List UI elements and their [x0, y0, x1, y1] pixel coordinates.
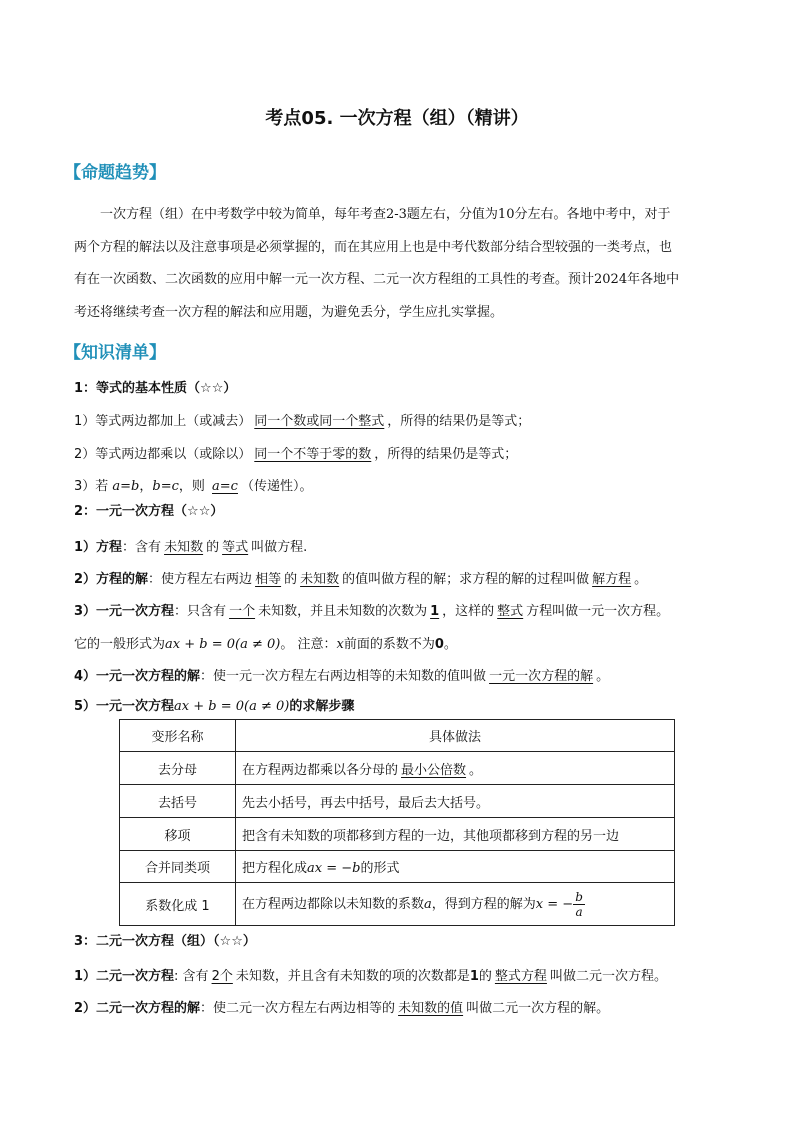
- definition-linear-equation: 3）一元一次方程：只含有 一个 未知数，并且未知数的次数为 1 ，这样的 整式 方程叫做一元一次方程。: [74, 604, 670, 619]
- property-line-3: 3）若 a=b，b=c，则 a=c （传递性）。: [74, 479, 313, 494]
- table-row: [120, 752, 675, 785]
- step-method: 在方程两边都除以未知数的系数a，得到方程的解为x = − $\frac{b}{a}$: [236, 883, 675, 926]
- definition-binary-equation: 1）二元一次方程: 含有 2个 未知数，并且含有未知数的项的次数都是1的 整式方程 叫做二元一次方程。: [74, 969, 667, 984]
- property-line-1: 1）等式两边都加上（或减去） 同一个数或同一个整式 ，所得的结果仍是等式；: [74, 414, 531, 429]
- intro-line: 考还将继续考查一次方程的解法和应用题，为避免丢分，学生应扎实掌握。: [74, 304, 504, 320]
- general-form-formula: ax + b = 0(a ≠ 0): [165, 637, 281, 652]
- step-name: 系数化成 1: [120, 883, 236, 926]
- definition-equation: 1）方程：含有 未知数 的 等式 叫做方程.: [74, 540, 308, 555]
- table-header-row: [120, 720, 675, 752]
- intro-line: 一次方程（组）在中考数学中较为简单，每年考查2-3题左右，分值为10分左右。各地中考中，对于: [100, 207, 671, 222]
- step-method: 先去小括号，再去中括号，最后去大括号。: [236, 785, 675, 818]
- definition-linear-solution: 4）一元一次方程的解：使一元一次方程左右两边相等的未知数的值叫做 一元一次方程的解 。: [74, 669, 610, 684]
- step-name: 移项: [120, 818, 236, 851]
- property-line-2: 2）等式两边都乘以（或除以） 同一个不等于零的数 ，所得的结果仍是等式；: [74, 447, 518, 462]
- table-row: [120, 785, 675, 818]
- subsection-heading-1: 1：等式的基本性质（☆☆）: [74, 381, 237, 396]
- step-name: 去括号: [120, 785, 236, 818]
- subsection-heading-3: 3：二元一次方程（组）（☆☆）: [74, 934, 256, 949]
- step-method: 把含有未知数的项都移到方程的一边，其他项都移到方程的另一边: [236, 818, 675, 851]
- solving-steps-table: [119, 719, 675, 926]
- step-name: 合并同类项: [120, 851, 236, 883]
- step-name: 去分母: [120, 752, 236, 785]
- table-row: [120, 818, 675, 851]
- section-heading-knowledge: 【知识清单】: [64, 343, 166, 363]
- subsection-heading-2: 2：一元一次方程（☆☆）: [74, 504, 224, 519]
- page-title: 考点05. 一次方程（组）（精讲）: [265, 108, 529, 129]
- fraction: $\frac{b}{a}$: [575, 889, 583, 919]
- definition-solution: 2）方程的解：使方程左右两边 相等 的 未知数 的值叫做方程的解；求方程的解的过程叫做 解方程 。: [74, 572, 648, 587]
- step-method: 在方程两边都乘以各分母的 最小公倍数 。: [236, 752, 675, 785]
- table-header: 具体做法: [236, 720, 675, 752]
- definition-binary-solution: 2）二元一次方程的解：使二元一次方程左右两边相等的 未知数的值 叫做二元一次方程的解。: [74, 1001, 610, 1016]
- step-method: 把方程化成ax = −b的形式: [236, 851, 675, 883]
- table-header: 变形名称: [120, 720, 236, 752]
- section-heading-trend: 【命题趋势】: [64, 163, 166, 183]
- table-row: [120, 851, 675, 883]
- table-row: [120, 883, 675, 926]
- intro-line: 两个方程的解法以及注意事项是必须掌握的，而在其应用上也是中考代数部分结合型较强的一类考点，也: [74, 239, 673, 255]
- general-form-line: 它的一般形式为ax + b = 0(a ≠ 0)。 注意：x前面的系数不为0。: [74, 637, 457, 652]
- intro-paragraph: [74, 199, 730, 329]
- solving-steps-heading: 5）一元一次方程ax + b = 0(a ≠ 0)的求解步骤: [74, 699, 355, 714]
- intro-line: 有在一次函数、二次函数的应用中解一元一次方程、二元一次方程组的工具性的考查。预计2024年各地中: [74, 272, 680, 287]
